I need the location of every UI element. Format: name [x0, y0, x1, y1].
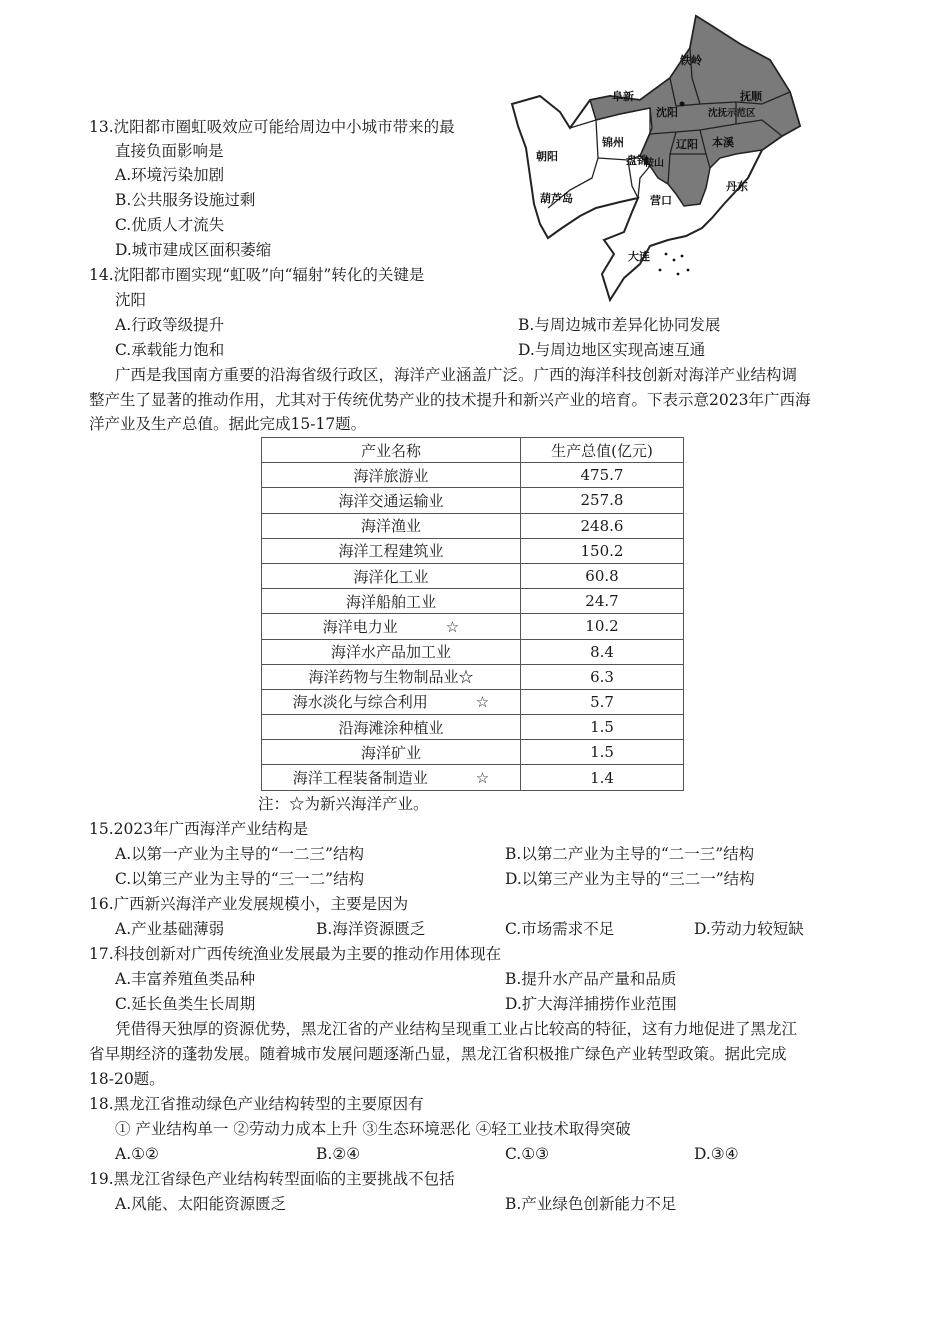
table-cell-value: 8.4 [521, 639, 684, 664]
passage1-line1: 广西是我国南方重要的沿海省级行政区，海洋产业涵盖广泛。广西的海洋科技创新对海洋产业结构调 [115, 366, 798, 384]
table-row [262, 689, 684, 714]
map-label-shenfu: 沈抚示范区 [708, 108, 756, 119]
table-row [262, 563, 684, 588]
industry-name: 海洋化工业 [353, 567, 429, 586]
table-row [262, 614, 684, 639]
map-label-fuxin: 阜新 [612, 90, 634, 103]
table-cell-industry [262, 639, 521, 664]
map-city-dot [680, 102, 685, 107]
q14-option-d[interactable]: D.与周边地区实现高速互通 [518, 341, 706, 359]
q17-option-b[interactable]: B.提升水产品产量和品质 [505, 970, 677, 988]
table-cell-value: 257.8 [521, 488, 684, 513]
q13-option-b[interactable]: B.公共服务设施过剩 [115, 191, 256, 209]
table-row [262, 513, 684, 538]
q17-option-a[interactable]: A.丰富养殖鱼类品种 [115, 970, 256, 988]
q14-option-b[interactable]: B.与周边城市差异化协同发展 [518, 316, 721, 334]
q19-option-b[interactable]: B.产业绿色创新能力不足 [505, 1195, 677, 1213]
table-header-value: 生产总值(亿元) [521, 438, 684, 463]
q18-option-a[interactable]: A.①② [115, 1145, 159, 1163]
q15-option-a[interactable]: A.以第一产业为主导的“一二三”结构 [115, 845, 364, 863]
map-label-fushun: 抚顺 [740, 90, 762, 103]
q16-option-b[interactable]: B.海洋资源匮乏 [316, 920, 426, 938]
emerging-star-icon: ☆ [445, 617, 460, 636]
map-label-chaoyang: 朝阳 [536, 150, 558, 163]
q16-option-c[interactable]: C.市场需求不足 [505, 920, 615, 938]
q14-stem-line1: 14.沈阳都市圈实现“虹吸”向“辐射”转化的关键是 [89, 266, 425, 284]
table-cell-industry [262, 589, 521, 614]
map-label-yingkou: 营口 [650, 194, 672, 207]
table-cell-industry [262, 488, 521, 513]
passage1-line3: 洋产业及生产总值。据此完成15-17题。 [89, 415, 367, 433]
table-cell-industry [262, 689, 521, 714]
map-label-shenyang: 沈阳 [656, 106, 678, 119]
emerging-star-icon: ☆ [475, 769, 490, 788]
q13-option-d[interactable]: D.城市建成区面积萎缩 [115, 241, 272, 259]
q18-option-d[interactable]: D.③④ [694, 1145, 739, 1163]
table-cell-value: 150.2 [521, 538, 684, 563]
q18-option-c[interactable]: C.①③ [505, 1145, 550, 1163]
table-cell-industry [262, 664, 521, 689]
emerging-star-icon: ☆ [475, 693, 490, 712]
map-label-tieling: 铁岭 [680, 54, 702, 67]
q16-option-d[interactable]: D.劳动力较短缺 [694, 920, 804, 938]
q16-stem: 16.广西新兴海洋产业发展规模小，主要是因为 [89, 895, 409, 913]
q18-stem: 18.黑龙江省推动绿色产业结构转型的主要原因有 [89, 1095, 424, 1113]
q13-stem-line2: 直接负面影响是 [115, 142, 224, 160]
table-row [262, 664, 684, 689]
table-cell-industry [262, 513, 521, 538]
table-cell-industry [262, 463, 521, 488]
map-svg [500, 8, 810, 308]
map-label-jinzhou: 锦州 [602, 136, 624, 149]
q17-stem: 17.科技创新对广西传统渔业发展最为主要的推动作用体现在 [89, 945, 502, 963]
q17-option-c[interactable]: C.延长鱼类生长周期 [115, 995, 256, 1013]
q14-option-a[interactable]: A.行政等级提升 [115, 316, 225, 334]
q13-option-a[interactable]: A.环境污染加剧 [115, 166, 225, 184]
table-note: 注：☆为新兴海洋产业。 [258, 795, 429, 813]
table-cell-industry [262, 614, 521, 639]
q15-option-d[interactable]: D.以第三产业为主导的“三二一”结构 [505, 870, 755, 888]
table-cell-value: 1.5 [521, 740, 684, 765]
table-row [262, 639, 684, 664]
table-cell-value: 10.2 [521, 614, 684, 639]
q18-option-b[interactable]: B.②④ [316, 1145, 361, 1163]
map-label-benxi: 本溪 [712, 136, 734, 149]
table-cell-industry [262, 538, 521, 563]
q15-stem: 15.2023年广西海洋产业结构是 [89, 820, 309, 838]
industry-name: 海水淡化与综合利用 [292, 693, 428, 712]
table-row [262, 740, 684, 765]
q19-option-a[interactable]: A.风能、太阳能资源匮乏 [115, 1195, 287, 1213]
q14-option-c[interactable]: C.承载能力饱和 [115, 341, 225, 359]
q16-option-a[interactable]: A.产业基础薄弱 [115, 920, 225, 938]
industry-name: 海洋矿业 [360, 743, 421, 762]
map-label-anshan: 鞍山 [644, 158, 664, 169]
q14-stem-line2: 沈阳 [115, 291, 147, 309]
passage2-line1: 凭借得天独厚的资源优势，黑龙江省的产业结构呈现重工业占比较高的特征，这有力地促进了黑龙江 [115, 1020, 798, 1038]
table-cell-value: 6.3 [521, 664, 684, 689]
marine-industry-table [261, 437, 684, 791]
industry-name: 海洋电力业 [322, 617, 398, 636]
table-cell-value: 1.5 [521, 715, 684, 740]
table-cell-value: 1.4 [521, 765, 684, 790]
table-cell-value: 248.6 [521, 513, 684, 538]
table-cell-value: 5.7 [521, 689, 684, 714]
industry-name: 海洋工程装备制造业 [292, 769, 428, 788]
table-cell-industry [262, 740, 521, 765]
industry-name: 沿海滩涂种植业 [338, 718, 444, 737]
q15-option-b[interactable]: B.以第二产业为主导的“二一三”结构 [505, 845, 755, 863]
table-row [262, 765, 684, 790]
passage2-line3: 18-20题。 [89, 1070, 165, 1088]
industry-name: 海洋交通运输业 [338, 491, 444, 510]
table-cell-industry [262, 563, 521, 588]
table-cell-value: 60.8 [521, 563, 684, 588]
table-cell-industry [262, 765, 521, 790]
passage1-line2: 整产生了显著的推动作用，尤其对于传统优势产业的技术提升和新兴产业的培育。下表示意2023年广西海 [89, 391, 811, 409]
q15-option-c[interactable]: C.以第三产业为主导的“三一二”结构 [115, 870, 365, 888]
q13-stem-line1: 13.沈阳都市圈虹吸效应可能给周边中小城市带来的最 [89, 118, 455, 136]
map-label-dandong: 丹东 [726, 180, 748, 193]
table-row [262, 715, 684, 740]
industry-name: 海洋旅游业 [353, 466, 429, 485]
table-row [262, 463, 684, 488]
table-row [262, 488, 684, 513]
industry-name: 海洋渔业 [360, 517, 421, 536]
table-cell-value: 475.7 [521, 463, 684, 488]
map-label-huludao: 葫芦岛 [540, 192, 573, 205]
industry-name: 海洋药物与生物制品业☆ [308, 668, 474, 687]
q13-option-c[interactable]: C.优质人才流失 [115, 216, 225, 234]
q17-option-d[interactable]: D.扩大海洋捕捞作业范围 [505, 995, 677, 1013]
industry-name: 海洋工程建筑业 [338, 542, 444, 561]
liaoning-map [500, 8, 810, 308]
map-label-liaoyang: 辽阳 [676, 138, 698, 151]
industry-name: 海洋船舶工业 [345, 592, 436, 611]
table-header-row [262, 438, 684, 463]
table-header-industry: 产业名称 [262, 438, 521, 463]
table-row [262, 538, 684, 563]
table-cell-industry [262, 715, 521, 740]
map-label-panjin: 盘锦 [626, 154, 648, 167]
map-islands [659, 253, 690, 276]
table-cell-value: 24.7 [521, 589, 684, 614]
map-label-dalian: 大连 [628, 250, 650, 263]
table-row [262, 589, 684, 614]
passage2-line2: 省早期经济的蓬勃发展。随着城市发展问题逐渐凸显，黑龙江省积极推广绿色产业转型政策。据此完成 [89, 1045, 787, 1063]
q19-stem: 19.黑龙江省绿色产业结构转型面临的主要挑战不包括 [89, 1170, 455, 1188]
q18-items: ① 产业结构单一 ②劳动力成本上升 ③生态环境恶化 ④轻工业技术取得突破 [115, 1120, 631, 1138]
industry-name: 海洋水产品加工业 [330, 643, 451, 662]
